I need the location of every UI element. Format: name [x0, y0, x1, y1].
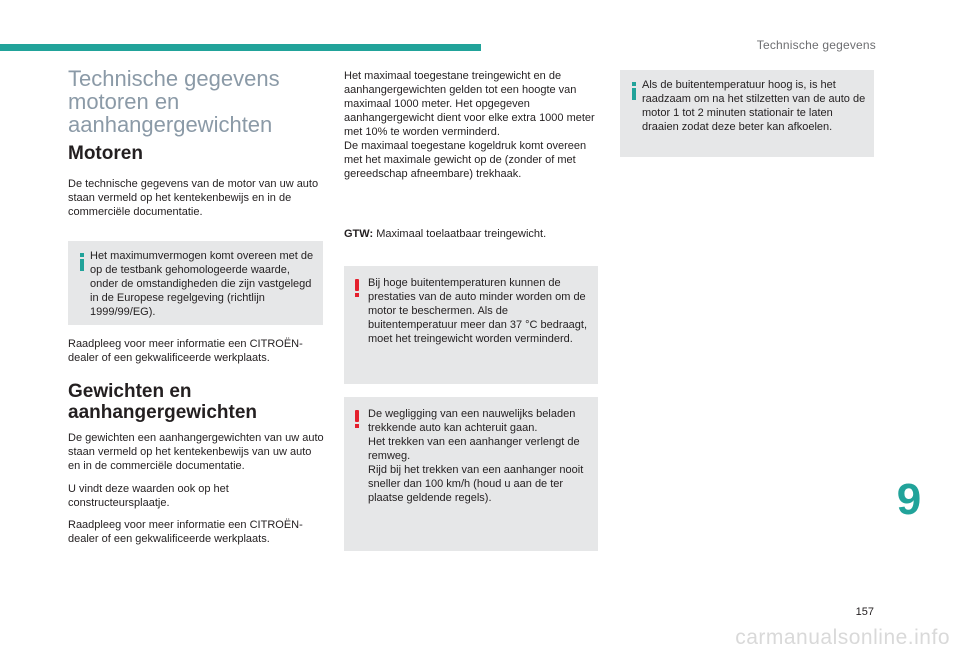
kogeldruk-text: De maximaal toegestane kogeldruk komt overeen met het maximale gewicht op de (zonder of met gereedschap afneembare) trekhaak. — [344, 140, 587, 180]
watermark: carmanualsonline.info — [735, 626, 950, 649]
gtw-text: Maximaal toelaatbaar treingewicht. — [376, 228, 547, 240]
dealer-text-2: Raadpleeg voor meer informatie een CITROËN-dealer of een gekwalificeerde werkplaats. — [68, 519, 303, 545]
page-title: Technische gegevens motoren en aanhangergewichten — [68, 66, 280, 137]
chapter-tab: 9 — [896, 475, 922, 524]
warning-box-temperature — [344, 266, 598, 384]
header-accent-bar — [0, 44, 481, 51]
warning-towing-line-2: Het trekken van een aanhanger verlengt de remweg. — [368, 436, 580, 462]
treingewicht-text: Het maximaal toegestane treingewicht en de aanhangergewichten gelden tot een hoogte van maximaal 1000 meter. Het opgegeven aanhangergewicht dient voor elke extra 1000 meter met 10% te worden verminderd. — [344, 70, 595, 138]
info-box-cooling — [620, 70, 874, 157]
info-box-cooling-text: Als de buitentemperatuur hoog is, is het raadzaam om na het stilzetten van de auto de motor 1 tot 2 minuten stationair te laten draaien zodat deze beter kan afkoelen. — [642, 79, 866, 133]
warning-icon — [350, 279, 366, 297]
page-number: 157 — [855, 606, 874, 618]
running-header: Technische gegevens — [756, 38, 876, 52]
gtw-label: GTW: — [344, 228, 374, 240]
warning-towing-line-3: Rijd bij het trekken van een aanhanger nooit sneller dan 100 km/h (houd u aan de ter plaatse geldende regels). — [368, 464, 584, 504]
warning-towing-line-1: De wegligging van een nauwelijks beladen trekkende auto kan achteruit gaan. — [368, 408, 576, 434]
gewichten-heading: Gewichten en aanhangergewichten — [68, 381, 257, 423]
warning-text-towing — [368, 407, 590, 505]
motoren-text: De technische gegevens van de motor van uw auto staan vermeld op het kentekenbewijs en in de commerciële documentatie. — [68, 178, 319, 218]
info-icon — [74, 253, 90, 271]
warning-box-towing — [344, 397, 598, 551]
dealer-text: Raadpleeg voor meer informatie een CITROËN-dealer of een gekwalificeerde werkplaats. — [68, 338, 303, 364]
warning-icon — [350, 410, 366, 428]
motoren-heading: Motoren — [68, 143, 143, 164]
warning-text-temperature: Bij hoge buitentemperaturen kunnen de prestaties van de auto minder worden om de motor te beschermen. Als de buitentemperatuur meer dan 37 °C bedraagt, moet het treingewicht worden verminderd. — [368, 277, 588, 345]
plaatje-text: U vindt deze waarden ook op het constructeursplaatje. — [68, 483, 229, 509]
gewichten-text: De gewichten een aanhangergewichten van uw auto staan vermeld op het kentekenbewijs van uw auto en in de commerciële documentatie. — [68, 432, 324, 472]
gtw-definition — [344, 227, 598, 241]
info-box-text: Het maximumvermogen komt overeen met de op de testbank gehomologeerde waarde, onder de omstandigheden die zijn vastgelegd in de Europese regelgeving (richtlijn 1999/99/EG). — [90, 250, 314, 318]
info-icon — [626, 82, 642, 100]
info-box-power — [68, 241, 323, 325]
